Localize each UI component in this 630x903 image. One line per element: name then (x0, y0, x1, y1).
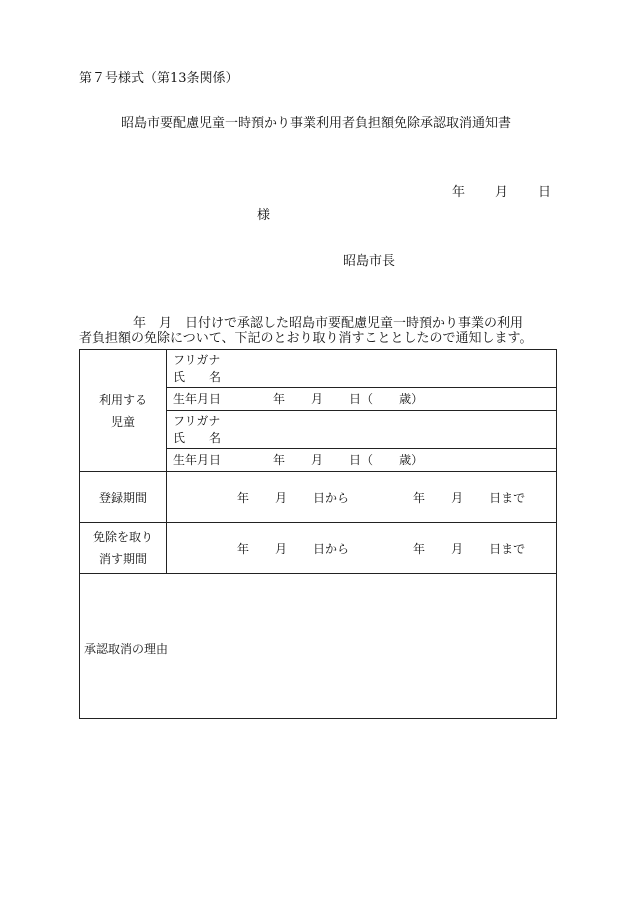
date-year: 年 (452, 185, 466, 200)
birth-month: 月 (311, 452, 324, 467)
issue-date (452, 181, 551, 200)
age-label: 歳） (399, 452, 424, 467)
birth-day-open: 日（ (349, 452, 374, 467)
from-month: 月 (275, 490, 288, 505)
form-table (79, 349, 557, 719)
document-title: 昭島市要配慮児童一時預かり事業利用者負担額免除承認取消通知書 (121, 116, 512, 131)
from-day: 日から (313, 490, 350, 505)
body-line-2: 者負担額の免除について、下記のとおり取り消すこととしたので通知します。 (79, 331, 533, 346)
birth-day-open: 日（ (349, 391, 374, 406)
birth-year: 年 (273, 452, 286, 467)
body-text (79, 316, 559, 346)
from-month: 月 (275, 541, 288, 556)
birth-year: 年 (273, 391, 286, 406)
reason-cell[interactable] (80, 574, 557, 719)
registration-period-label: 登録期間 (80, 472, 167, 523)
age-label: 歳） (399, 391, 424, 406)
until-year: 年 (413, 541, 426, 556)
furigana-label: フリガナ (173, 352, 221, 367)
name-label: 氏 名 (173, 430, 222, 445)
reason-row (80, 574, 557, 719)
until-day: 日まで (489, 541, 526, 556)
child-label-line-2: 児童 (110, 414, 135, 429)
until-month: 月 (451, 541, 464, 556)
from-year: 年 (237, 541, 250, 556)
child-label-line-1: 利用する (98, 392, 147, 407)
child2-birthdate-cell[interactable] (167, 449, 557, 472)
birthdate-label: 生年月日 (173, 452, 222, 467)
form-number: 第７号様式（第13条関係） (79, 71, 239, 86)
exemption-label-line-2: 消す期間 (98, 552, 147, 566)
child1-name-cell[interactable] (167, 350, 557, 388)
body-line-1: 年 月 日付けで承認した昭島市要配慮児童一時預かり事業の利用 (133, 316, 524, 331)
registration-period-cell[interactable] (167, 472, 557, 523)
child1-name-row (80, 350, 557, 388)
until-month: 月 (451, 490, 464, 505)
name-label: 氏 名 (173, 369, 222, 384)
birth-month: 月 (311, 391, 324, 406)
exemption-label-line-1: 免除を取り (92, 530, 153, 544)
registration-period-row (80, 472, 557, 523)
child-label-cell (80, 350, 167, 472)
exemption-period-cell[interactable] (167, 523, 557, 574)
date-month: 月 (495, 185, 509, 200)
from-day: 日から (313, 541, 350, 556)
exemption-period-label-cell (80, 523, 167, 574)
child2-name-cell[interactable] (167, 411, 557, 449)
furigana-label: フリガナ (173, 413, 221, 428)
until-year: 年 (413, 490, 426, 505)
until-day: 日まで (489, 490, 526, 505)
exemption-period-row (80, 523, 557, 574)
issuer: 昭島市長 (343, 254, 396, 269)
birthdate-label: 生年月日 (173, 391, 222, 406)
child1-birthdate-cell[interactable] (167, 388, 557, 411)
reason-label: 承認取消の理由 (84, 641, 169, 656)
from-year: 年 (237, 490, 250, 505)
addressee-suffix: 様 (257, 208, 271, 223)
date-day: 日 (538, 185, 552, 200)
